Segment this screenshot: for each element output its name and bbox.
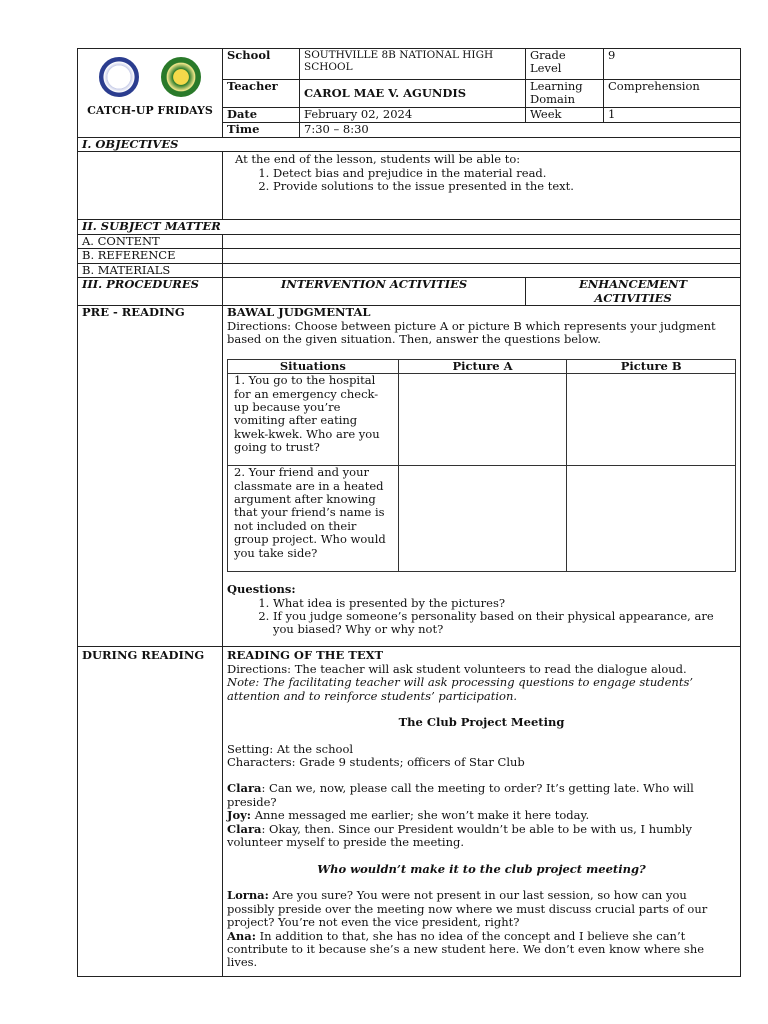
picture-b-cell xyxy=(567,374,736,466)
learning-domain-value: Comprehension xyxy=(604,80,741,108)
processing-question: Who wouldn’t make it to the club project meeting? xyxy=(317,861,646,876)
objectives-left-cell xyxy=(78,152,223,220)
date-label: Date xyxy=(223,108,300,123)
story-title: The Club Project Meeting xyxy=(398,715,565,730)
objectives-list xyxy=(227,167,736,194)
objectives-heading: I. OBJECTIVES xyxy=(78,138,741,152)
during-reading-directions: Directions: The teacher will ask student volunteers to read the dialogue aloud. xyxy=(227,661,687,676)
picture-a-cell xyxy=(398,466,567,572)
school-label: School xyxy=(223,49,300,80)
dialogue-text: In addition to that, she has no idea of the concept and I believe she can’t contribute to it because she’s a new student here. We don’t even know where she lives. xyxy=(227,928,705,970)
during-reading-cell xyxy=(223,647,741,977)
question-item: 1. What idea is presented by the pictures? xyxy=(273,597,736,610)
dialogue-line xyxy=(227,889,736,929)
during-reading-title: READING OF THE TEXT xyxy=(227,648,384,663)
situation-1: 1. You go to the hospital for an emergency check-up because you’re vomiting after eating kwek-kwek. Who are you going to trust? xyxy=(228,374,399,466)
dialogue-line xyxy=(227,782,736,809)
materials-value xyxy=(223,263,741,277)
speaker-name: Clara xyxy=(227,781,262,796)
speaker-name: Clara xyxy=(227,821,262,836)
school-seal-icon xyxy=(161,57,201,97)
content-value xyxy=(223,234,741,248)
picture-b-cell xyxy=(567,466,736,572)
reference-value xyxy=(223,249,741,263)
dialogue-text: : Can we, now, please call the meeting to order? It’s getting late. Who will preside? xyxy=(227,781,694,809)
during-reading-label: DURING READING xyxy=(78,647,223,977)
objective-item: 2. Provide solutions to the issue presented in the text. xyxy=(273,180,736,193)
dialogue-text: Are you sure? You were not present in our last session, so how can you possibly preside over the meeting now where we must discuss crucial parts of our project? You’re not even the vice president, right? xyxy=(227,888,708,930)
dialogue-text: : Okay, then. Since our President wouldn’t be able to be with us, I humbly volunteer myself to preside the meeting. xyxy=(227,821,692,850)
picture-a-header: Picture A xyxy=(398,359,567,373)
speaker-name: Joy: xyxy=(227,808,252,823)
learning-domain-label: Learning Domain xyxy=(526,80,604,108)
lesson-plan-page xyxy=(77,48,740,972)
speaker-name: Ana: xyxy=(227,928,256,943)
teacher-label: Teacher xyxy=(223,80,300,108)
objectives-cell xyxy=(223,152,741,220)
picture-b-header: Picture B xyxy=(567,359,736,373)
procedures-heading: III. PROCEDURES xyxy=(78,278,223,306)
dialogue-line xyxy=(227,809,736,822)
content-label: A. CONTENT xyxy=(78,234,223,248)
story-characters: Characters: Grade 9 students; officers of Star Club xyxy=(227,754,525,769)
reference-label: B. REFERENCE xyxy=(78,249,223,263)
intervention-heading: INTERVENTION ACTIVITIES xyxy=(223,278,526,306)
grade-level-label: Grade Level xyxy=(526,49,604,80)
facilitator-note: Note: The facilitating teacher will ask processing questions to engage students’ attention and to reinforce students’ participation. xyxy=(227,675,694,703)
objective-item: 1. Detect bias and prejudice in the material read. xyxy=(273,167,736,180)
questions-label: Questions: xyxy=(227,582,296,597)
teacher-value: CAROL MAE V. AGUNDIS xyxy=(300,80,526,108)
story-setting: Setting: At the school xyxy=(227,741,354,756)
deped-seal-icon xyxy=(99,57,139,97)
objectives-intro: At the end of the lesson, students will be able to: xyxy=(235,152,521,167)
week-label: Week xyxy=(526,108,604,123)
pre-reading-cell xyxy=(223,306,741,647)
pre-reading-title: BAWAL JUDGMENTAL xyxy=(227,305,371,320)
pre-reading-label: PRE - READING xyxy=(78,306,223,647)
situation-2: 2. Your friend and your classmate are in a heated argument after knowing that your friend’s name is not included on their group project. Who would you take side? xyxy=(228,466,399,572)
time-value: 7:30 – 8:30 xyxy=(300,123,741,138)
situations-header: Situations xyxy=(228,359,399,373)
dialogue-line xyxy=(227,930,736,970)
pre-reading-directions: Directions: Choose between picture A or picture B which represents your judgment based on the given situation. Then, answer the questions below. xyxy=(227,318,716,347)
logo-cell xyxy=(78,49,223,138)
grade-level-value: 9 xyxy=(604,49,741,80)
questions-list xyxy=(227,597,736,637)
dialogue-line xyxy=(227,823,736,850)
date-value: February 02, 2024 xyxy=(300,108,526,123)
situations-table xyxy=(227,359,736,572)
school-value: SOUTHVILLE 8B NATIONAL HIGH SCHOOL xyxy=(300,49,526,80)
question-item: 2. If you judge someone’s personality based on their physical appearance, are you biased? Why or why not? xyxy=(273,610,736,637)
time-label: Time xyxy=(223,123,300,138)
lesson-plan-table xyxy=(77,48,741,977)
picture-a-cell xyxy=(398,374,567,466)
enhancement-heading: ENHANCEMENT ACTIVITIES xyxy=(526,278,741,306)
week-value: 1 xyxy=(604,108,741,123)
speaker-name: Lorna: xyxy=(227,888,269,903)
materials-label: B. MATERIALS xyxy=(78,263,223,277)
catch-up-fridays-title: CATCH-UP FRIDAYS xyxy=(87,104,213,117)
dialogue-text: Anne messaged me earlier; she won’t make it here today. xyxy=(251,808,590,823)
subject-matter-heading: II. SUBJECT MATTER xyxy=(78,220,741,234)
